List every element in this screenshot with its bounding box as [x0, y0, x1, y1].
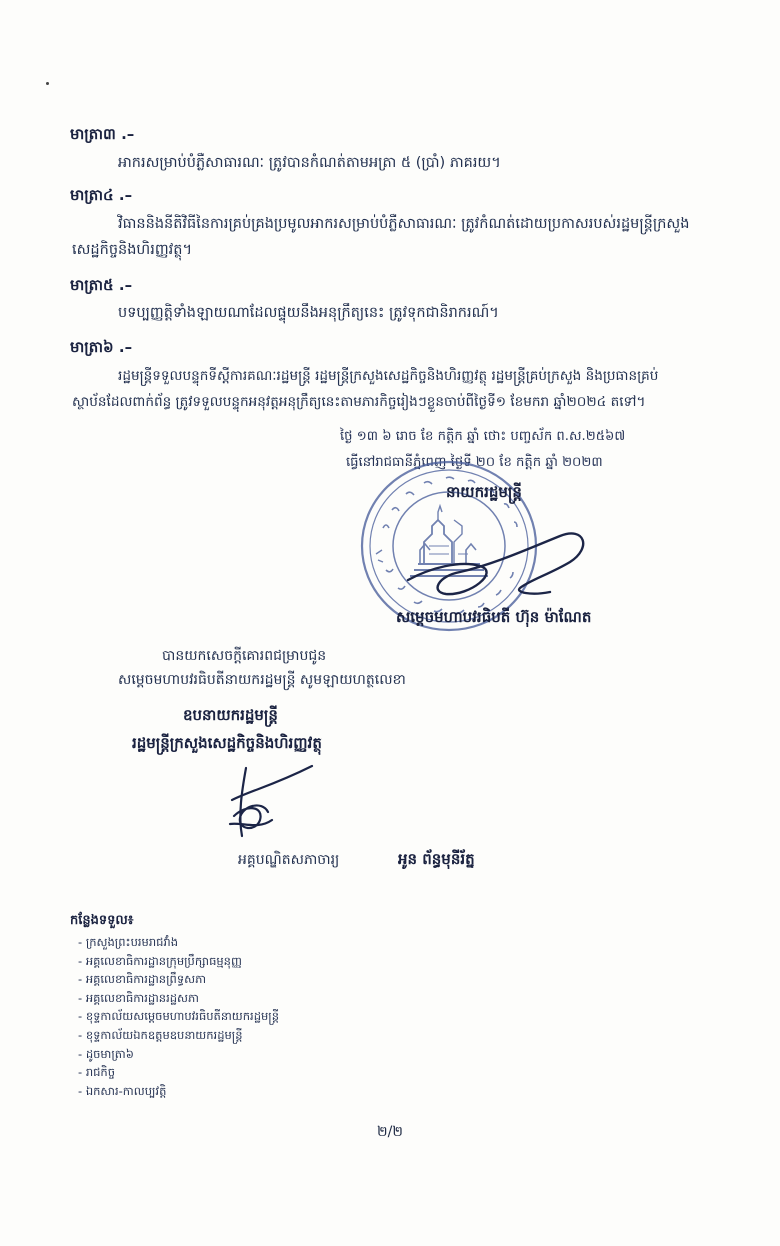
- list-item: - ក្រសួងព្រះបរមរាជវាំង: [78, 933, 279, 952]
- article-5-text: បទប្បញ្ញត្តិទាំងឡាយណាដែលផ្ទុយនឹងអនុក្រឹត្យនេះ ត្រូវទុកជានិរាករណ៍។: [118, 305, 499, 321]
- list-item: - ដូចមាត្រា៦: [78, 1045, 279, 1064]
- pm-signature: [400, 518, 600, 608]
- countersign-line1: បានយកសេចក្តីគោរពជម្រាបជូន: [162, 648, 327, 664]
- minister-title: រដ្ឋមន្ត្រីក្រសួងសេដ្ឋកិច្ចនិងហិរញ្ញវត្ថុ: [132, 734, 322, 752]
- cc-list: [78, 933, 279, 1100]
- article-4-text-line1: វិធាននិងនីតិវិធីនៃការគ្រប់គ្រងប្រមូលអាករសម្រាប់បំភ្លឺសាធារណៈ ត្រូវកំណត់ដោយប្រកាសរបស់រដ្ឋមន្ត្រីក្រសួង: [118, 216, 690, 232]
- article-3-heading: មាត្រា៣ .–: [70, 125, 135, 143]
- cc-heading: កន្លែងទទួល៖: [70, 913, 134, 928]
- deputy-pm-title: ឧបនាយករដ្ឋមន្ត្រី: [183, 706, 278, 724]
- list-item: - អគ្គលេខាធិការដ្ឋានព្រឹទ្ធសភា: [78, 970, 279, 989]
- page-number: ២/២: [377, 1124, 403, 1140]
- list-item: - ខុទ្ទកាល័យឯកឧត្តមឧបនាយករដ្ឋមន្ត្រី: [78, 1026, 279, 1045]
- list-item: - អគ្គលេខាធិការដ្ឋានក្រុមប្រឹក្សាធម្មនុញ្ញ: [78, 952, 279, 971]
- minister-name: អូន ព័ន្ធមុនីរ័ត្ន: [398, 850, 475, 868]
- pm-title: នាយករដ្ឋមន្ត្រី: [446, 483, 522, 501]
- article-6-text-line2: ស្ថាប័នដែលពាក់ព័ន្ធ ត្រូវទទួលបន្ទុកអនុវត្តអនុក្រឹត្យនេះតាមភារកិច្ចរៀងៗខ្លួនចាប់ពីថ្ងៃទី១ ខែមករា ឆ្នាំ២០២៤ តទៅ។: [72, 394, 646, 410]
- article-4-text-line2: សេដ្ឋកិច្ចនិងហិរញ្ញវត្ថុ។: [72, 242, 193, 258]
- solar-date: ធ្វើនៅរាជធានីភ្នំពេញ ថ្ងៃទី ២០ ខែ កត្ដិក ឆ្នាំ ២០២៣: [346, 455, 603, 470]
- minister-name-prefix: អគ្គបណ្ឌិតសភាចារ្យ: [238, 852, 340, 868]
- list-item: - អគ្គលេខាធិការដ្ឋានរដ្ឋសភា: [78, 989, 279, 1008]
- lunar-date: ថ្ងៃ ១៣ ៦ រោច ខែ កត្តិក ឆ្នាំ ថោះ បញ្ចស័ក ព.ស.២៥៦៧: [340, 429, 626, 444]
- minister-signature: [212, 760, 322, 842]
- article-3-text: អាករសម្រាប់បំភ្លឺសាធារណៈ ត្រូវបានកំណត់តាមអត្រា ៥ (ប្រាំ) ភាគរយ។: [118, 155, 501, 171]
- article-5-heading: មាត្រា៥ .–: [70, 276, 133, 294]
- scan-speck: [46, 82, 49, 85]
- list-item: - ឯកសារ-កាលប្បវត្តិ: [78, 1082, 279, 1101]
- list-item: - ខុទ្ទកាល័យសម្តេចមហាបវរធិបតីនាយករដ្ឋមន្ត្រី: [78, 1007, 279, 1026]
- pm-name: សម្តេចមហាបវរធិបតី ហ៊ុន ម៉ាណែត: [396, 608, 592, 626]
- article-6-text-line1: រដ្ឋមន្ត្រីទទួលបន្ទុកទីស្តីការគណៈរដ្ឋមន្ត្រី រដ្ឋមន្ត្រីក្រសួងសេដ្ឋកិច្ចនិងហិរញ្ញវត្ថុ រដ្ឋមន្ត្រីគ្រប់ក្រសួង និងប្រធានគ្រប់: [118, 368, 659, 384]
- countersign-line2: សម្តេចមហាបវរធិបតីនាយករដ្ឋមន្ត្រី សូមឡាយហត្ថលេខា: [118, 672, 406, 688]
- article-6-heading: មាត្រា៦ .–: [70, 338, 133, 356]
- article-4-heading: មាត្រា៤ .–: [70, 186, 133, 204]
- list-item: - រាជកិច្ច: [78, 1063, 279, 1082]
